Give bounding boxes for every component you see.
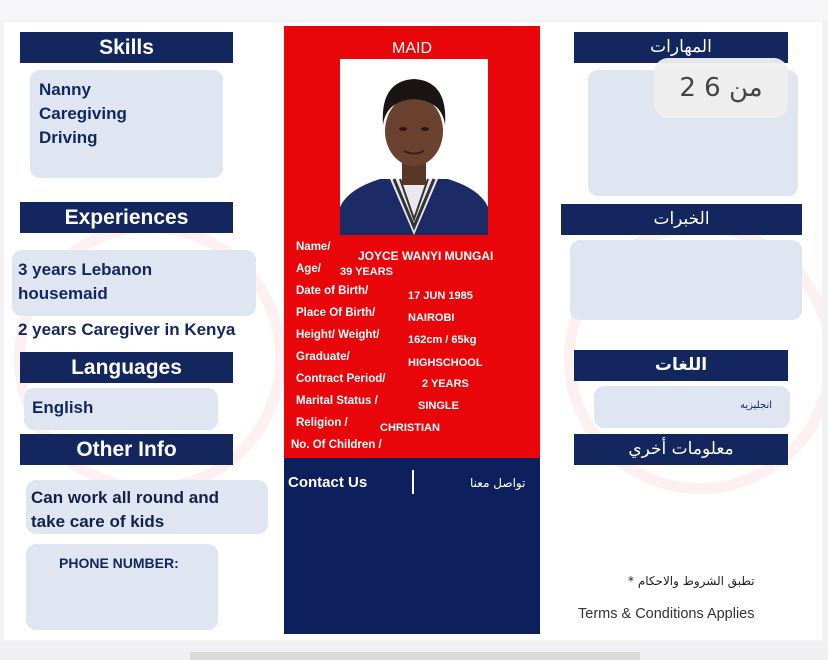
field-label-dob: Date of Birth/: [296, 285, 369, 297]
skill-item: Nanny: [39, 80, 91, 99]
field-value-pob: NAIROBI: [408, 312, 455, 324]
experience-line: housemaid: [18, 284, 108, 303]
skills-heading: Skills: [20, 32, 233, 63]
bottom-bar: [0, 642, 828, 660]
experience-box-arabic: [570, 240, 802, 320]
terms-arabic: * تطبق الشروط والاحكام: [628, 574, 755, 588]
field-value-religion: CHRISTIAN: [380, 422, 440, 434]
field-value-contract: 2 YEARS: [422, 378, 469, 390]
maid-title: MAID: [392, 40, 432, 57]
terms-english: Terms & Conditions Applies: [578, 606, 755, 622]
contact-us-label: Contact Us: [288, 474, 368, 491]
other-info-line: take care of kids: [31, 512, 165, 531]
field-value-age: 39 YEARS: [340, 266, 393, 278]
maid-photo: [340, 59, 488, 235]
field-label-age: Age/: [296, 263, 321, 275]
other-info-heading: Other Info: [20, 434, 233, 465]
field-value-name: JOYCE WANYI MUNGAI: [358, 249, 494, 263]
language-value-arabic: انجليزيه: [740, 400, 773, 411]
field-label-marital: Marital Status /: [296, 395, 378, 407]
top-bar: [0, 0, 828, 20]
skill-item: Driving: [39, 128, 98, 147]
phone-label: PHONE NUMBER:: [59, 555, 179, 571]
next-page-strip: [190, 652, 640, 660]
field-value-graduate: HIGHSCHOOL: [408, 357, 483, 369]
field-label-height-weight: Height/ Weight/: [296, 329, 380, 341]
page-indicator-badge: 2 من 6: [654, 58, 788, 118]
languages-heading: Languages: [20, 352, 233, 383]
skills-heading-arabic: المهارات: [574, 32, 788, 63]
experiences-heading: Experiences: [20, 202, 233, 233]
language-value: English: [32, 398, 94, 417]
experiences-heading-arabic: الخبرات: [561, 204, 802, 235]
contact-us-arabic: تواصل معنا: [470, 476, 526, 490]
field-value-marital: SINGLE: [418, 400, 459, 412]
field-value-height-weight: 162cm / 65kg: [408, 334, 477, 346]
languages-heading-arabic: اللغات: [574, 350, 788, 381]
field-label-children: No. Of Children /: [291, 439, 382, 451]
other-info-line: Can work all round and: [31, 488, 219, 507]
skill-item: Caregiving: [39, 104, 127, 123]
other-info-heading-arabic: معلومات أخري: [574, 434, 788, 465]
field-label-graduate: Graduate/: [296, 351, 350, 363]
field-label-name: Name/: [296, 241, 331, 253]
experience-line: 2 years Caregiver in Kenya: [18, 320, 236, 339]
field-label-religion: Religion /: [296, 417, 348, 429]
field-label-contract: Contract Period/: [296, 373, 386, 385]
field-label-pob: Place Of Birth/: [296, 307, 376, 319]
contact-divider: [412, 470, 414, 494]
field-value-dob: 17 JUN 1985: [408, 290, 473, 302]
experience-line: 3 years Lebanon: [18, 260, 153, 279]
